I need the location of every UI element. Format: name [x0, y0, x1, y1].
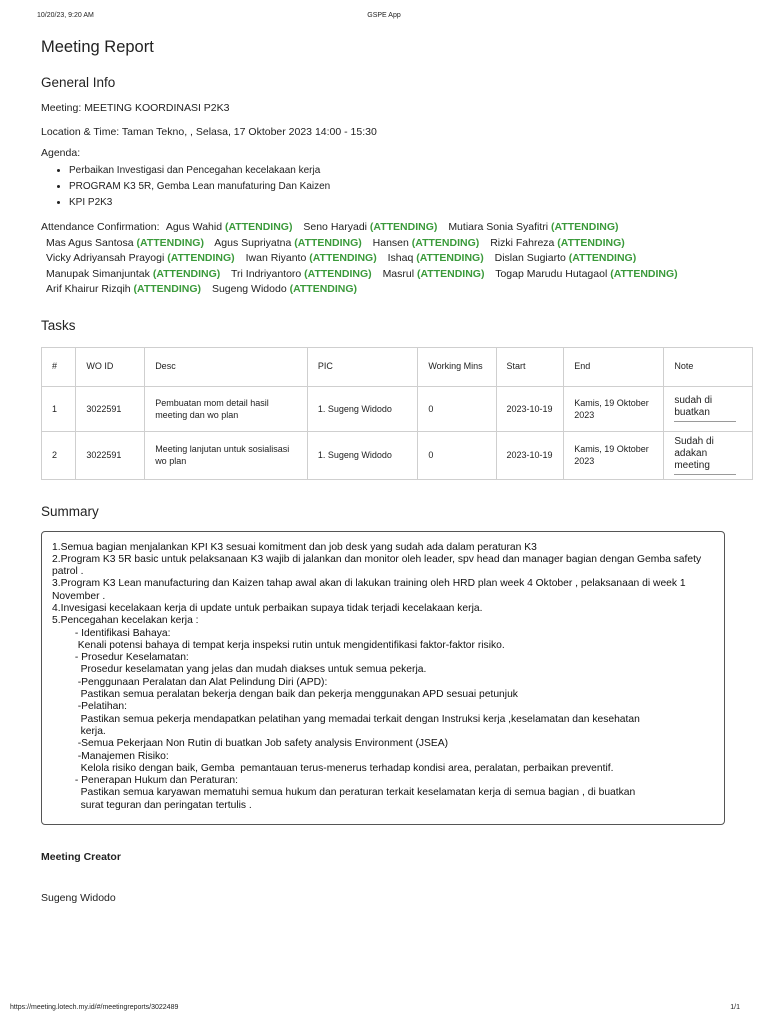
general-info-heading: General Info	[41, 75, 116, 90]
col-header-note: Note	[664, 347, 753, 386]
attendee-name: Togap Marudu Hutagaol	[495, 267, 608, 280]
attendee-status: (ATTENDING)	[369, 221, 438, 233]
tasks-table	[41, 347, 753, 480]
attendee-status: (ATTENDING)	[416, 252, 484, 264]
attendee-name: Sugeng Widodo	[211, 283, 287, 295]
location-time: Location & Time: Taman Tekno, , Selasa, 17 Oktober 2023 14:00 - 15:30	[41, 126, 377, 138]
cell-start: 2023-10-19	[496, 386, 564, 431]
agenda-item: • Perbaikan Investigasi dan Pencegahan kecelakaan kerja	[69, 165, 727, 177]
attendee	[383, 268, 485, 280]
attendee-name: Tri Indriyantoro	[231, 267, 302, 280]
attendee	[448, 221, 618, 233]
summary-text: 1.Semua bagian menjalankan KPI K3 sesuai komitment dan job desk yang sudah ada dalam peraturan K3 2.Program K3 5R basic untuk pelaksanaan K3 wajib di jalankan dan monitor oleh leader, spv head dan manager bagian dengan Gemba safety patrol . 3.Program K3 Lean manufacturing dan Kaizen tahap awal akan di lakukan training oleh HRD plan week 4 Oktober , pelaksanaan di week 1 November . 4.Invesigasi kecelakaan kerja di update untuk perbaikan supaya tidak terjadi kecelakaan kerja. 5.Pencegahan kecelakan kerja : - Identifikasi Bahaya: Kenali potensi bahaya di tempat kerja inspeksi rutin untuk mengidentifikasi faktor-faktor risiko. - Prosedur Keselamatan: Prosedur keselamatan yang jelas dan mudah diakses untuk semua pekerja. -Penggunaan Peralatan dan Alat Pelindung Diri (APD): Pastikan semua peralatan bekerja dengan baik dan pekerja menggunakan APD sesuai petunjuk -Pelatihan: Pastikan semua pekerja mendapatkan pelatihan yang memadai terkait dengan Instruksi kerja ,keselamatan dan kesehatan kerja. -Semua Pekerjaan Non Rutin di buatkan Job safety analysis Environment (JSEA) -Manajemen Risiko: Kelola risiko dengan baik, Gemba pemantauan terus-menerus terhadap kondisi area, peralatan, perbaikan preventif. - Penerapan Hukum dan Peraturan: Pastikan semua karyawan mematuhi semua hukum dan peraturan terkait keselamatan kerja di semua bagian , di buatkan surat teguran dan peringatan tertulis .	[41, 531, 725, 826]
cell-wo-id: 3022591	[76, 431, 145, 479]
attendee-status: (ATTENDING)	[224, 221, 293, 233]
col-header-wo-id: WO ID	[76, 347, 145, 386]
report-content	[41, 38, 727, 904]
agenda-item: • PROGRAM K3 5R, Gemba Lean manufaturing Dan Kaizen	[69, 181, 727, 193]
attendee-name: Agus Supriyatna	[214, 236, 292, 249]
attendee	[46, 268, 220, 280]
cell-note	[664, 386, 753, 431]
attendee-status: (ATTENDING)	[289, 283, 358, 295]
attendee	[166, 221, 293, 233]
attendee-status: (ATTENDING)	[309, 252, 377, 264]
col-header-end: End	[564, 347, 664, 386]
meeting-name: Meeting: MEETING KOORDINASI P2K3	[41, 102, 230, 114]
cell-end: Kamis, 19 Oktober 2023	[564, 431, 664, 479]
col-header-start: Start	[496, 347, 564, 386]
attendee	[495, 268, 677, 280]
meeting-creator-name: Sugeng Widodo	[41, 892, 116, 905]
attendee-status: (ATTENDING)	[417, 267, 485, 280]
attendee	[214, 237, 361, 249]
attendee-name: Dislan Sugiarto	[494, 252, 566, 264]
attendee-status: (ATTENDING)	[304, 267, 372, 280]
table-header-row	[42, 347, 753, 386]
attendee-name: Ishaq	[387, 252, 414, 264]
cell-pic: 1. Sugeng Widodo	[307, 431, 418, 479]
summary-heading: Summary	[41, 503, 99, 519]
attendee	[388, 252, 484, 264]
tasks-heading: Tasks	[41, 317, 76, 333]
attendee-status: (ATTENDING)	[167, 252, 235, 264]
attendee-name: Iwan Riyanto	[245, 252, 307, 264]
attendee-name: Hansen	[372, 236, 409, 249]
print-app-name: GSPE App	[367, 12, 401, 19]
attendee-name: Mas Agus Santosa	[46, 236, 134, 249]
attendee-status: (ATTENDING)	[152, 267, 221, 280]
cell-working-mins: 0	[418, 431, 496, 479]
attendance-row	[41, 267, 727, 283]
attendee-name: Vicky Adriyansah Prayogi	[46, 252, 165, 264]
attendee-name: Masrul	[382, 267, 415, 280]
agenda-list	[41, 165, 727, 209]
attendance-row	[41, 220, 727, 236]
agenda-item: • KPI P2K3	[69, 197, 727, 209]
cell-end: Kamis, 19 Oktober 2023	[564, 386, 664, 431]
cell-working-mins: 0	[418, 386, 496, 431]
attendee	[46, 252, 235, 264]
attendee-status: (ATTENDING)	[411, 236, 480, 249]
attendee-status: (ATTENDING)	[610, 267, 678, 280]
cell-no: 2	[42, 431, 76, 479]
attendee	[490, 237, 625, 249]
col-header-no: #	[42, 347, 76, 386]
attendance-row	[41, 251, 727, 267]
page-title: Meeting Report	[41, 38, 154, 56]
cell-desc: Pembuatan mom detail hasil meeting dan wo plan	[145, 386, 308, 431]
attendee-name: Mutiara Sonia Syafitri	[448, 221, 549, 233]
attendee	[231, 268, 372, 280]
attendee-status: (ATTENDING)	[133, 283, 202, 295]
agenda-label: Agenda:	[41, 147, 81, 159]
attendee	[246, 252, 377, 264]
cell-wo-id: 3022591	[76, 386, 145, 431]
attendee	[46, 283, 201, 295]
cell-desc: Meeting lanjutan untuk sosialisasi wo plan	[145, 431, 308, 479]
col-header-working-mins: Working Mins	[418, 347, 496, 386]
cell-start: 2023-10-19	[496, 431, 564, 479]
print-header	[0, 12, 768, 22]
col-header-pic: PIC	[307, 347, 418, 386]
col-header-desc: Desc	[145, 347, 308, 386]
note-text: Sudah di adakan meeting	[674, 436, 736, 475]
print-url: https://meeting.lotech.my.id/#/meetingreports/3022489	[10, 1004, 179, 1011]
print-datetime: 10/20/23, 9:20 AM	[37, 12, 94, 19]
attendee-status: (ATTENDING)	[136, 236, 204, 249]
attendee-name: Arif Khairur Rizqih	[46, 283, 131, 295]
attendee-status: (ATTENDING)	[551, 221, 619, 233]
print-footer	[0, 1004, 768, 1014]
attendance-row	[41, 282, 727, 298]
cell-note	[664, 431, 753, 479]
cell-no: 1	[42, 386, 76, 431]
attendee-name: Rizki Fahreza	[490, 236, 555, 249]
attendee-status: (ATTENDING)	[557, 236, 625, 249]
attendee-name: Agus Wahid	[165, 221, 223, 233]
attendee	[212, 283, 357, 295]
attendee-name: Manupak Simanjuntak	[46, 267, 150, 280]
attendee	[373, 237, 480, 249]
table-row	[42, 386, 753, 431]
attendance-confirmation	[41, 220, 727, 298]
attendance-row	[41, 236, 727, 252]
meeting-creator-label: Meeting Creator	[41, 851, 121, 864]
attendee	[303, 221, 437, 233]
table-row	[42, 431, 753, 479]
attendance-label: Attendance Confirmation:	[41, 221, 160, 233]
cell-pic: 1. Sugeng Widodo	[307, 386, 418, 431]
attendee-status: (ATTENDING)	[568, 252, 637, 264]
attendee-status: (ATTENDING)	[294, 236, 362, 249]
attendee	[46, 237, 204, 249]
attendee-name: Seno Haryadi	[303, 221, 367, 233]
print-page-number: 1/1	[730, 1004, 740, 1011]
attendee	[495, 252, 637, 264]
note-text: sudah di buatkan	[674, 395, 736, 422]
